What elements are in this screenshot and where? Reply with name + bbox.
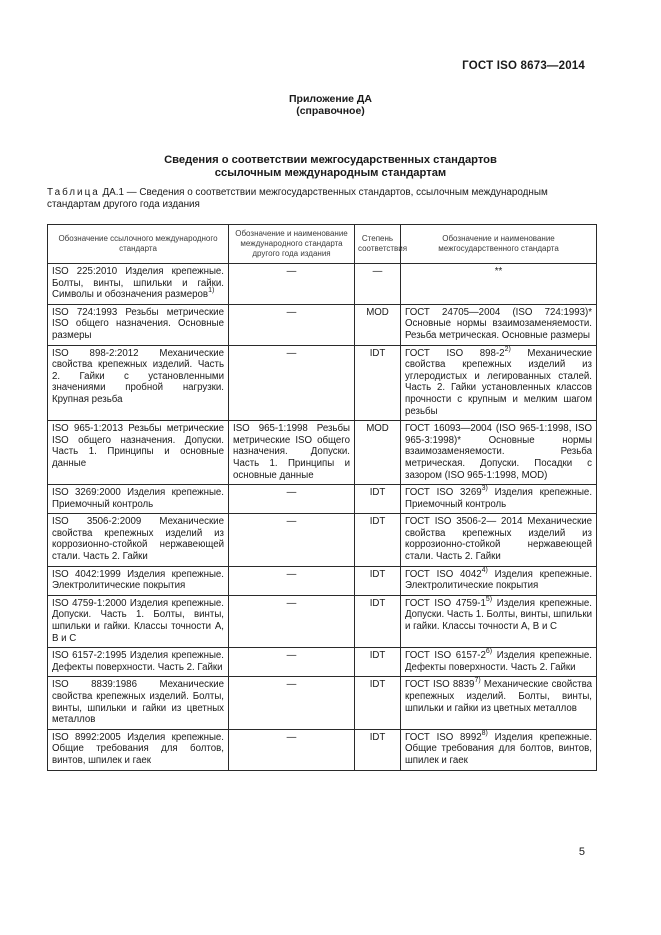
ref-text: ISO 898-2:2012 Механические свойства крепежных изделий. Часть 2. Гайки с установленными значениями пробной нагрузки. Крупная резьба: [52, 347, 224, 405]
cell-degree: IDT: [355, 485, 401, 514]
table-row: [48, 729, 597, 770]
ref-text: ISO 724:1993 Резьбы метрические ISO общего назначения. Основные размеры: [52, 306, 224, 341]
cell-other-edition: —: [229, 566, 355, 595]
gost-footnote: 6): [485, 648, 493, 656]
table-row: [48, 345, 597, 421]
cell-ref-standard: [48, 304, 229, 345]
cell-other-edition: —: [229, 595, 355, 647]
gost-text: ГОСТ ISO 4759-1: [405, 597, 486, 609]
heading-line-1: Сведения о соответствии межгосударственных стандартов: [164, 154, 497, 166]
gost-footnote: 2): [504, 345, 511, 353]
cell-gost: [401, 421, 597, 485]
gost-text: ГОСТ 16093—2004 (ISO 965-1:1998, ISO 965-3:1998)* Основные нормы взаимозаменяемости. Резьба метрическая. Допуски. Посадки с зазором (ISO 965-1:1998, MOD): [405, 423, 592, 481]
gost-text-rest: Механические свойства крепежных изделий из углеродистых и легированных сталей. Часть 2. Гайки установленных классов прочности с крупным и мелким шагом резьбы: [405, 347, 592, 417]
cell-ref-standard: [48, 729, 229, 770]
gost-text: ГОСТ ISO 4042: [405, 568, 482, 580]
annex-subtitle: (справочное): [296, 105, 365, 117]
cell-ref-standard: [48, 514, 229, 566]
table-header-row: [48, 225, 597, 264]
page-number: 5: [578, 846, 585, 858]
cell-ref-standard: [48, 566, 229, 595]
ref-text: ISO 8992:2005 Изделия крепежные. Общие требования для болтов, винтов, шпилек и гаек: [52, 731, 224, 766]
ref-text: ISO 6157-2:1995 Изделия крепежные. Дефекты поверхности. Часть 2. Гайки: [52, 650, 224, 673]
cell-ref-standard: [48, 595, 229, 647]
cell-gost: [401, 677, 597, 729]
cell-other-edition: —: [229, 264, 355, 305]
correspondence-table: [47, 224, 597, 771]
cell-other-edition: —: [229, 304, 355, 345]
cell-gost: [401, 514, 597, 566]
cell-gost: [401, 345, 597, 421]
annex-title-block: [0, 93, 661, 117]
cell-other-edition: —: [229, 729, 355, 770]
table-row: [48, 264, 597, 305]
gost-text: ГОСТ 24705—2004 (ISO 724:1993)* Основные нормы взаимозаменяемости. Резьба метрическая. Основные размеры: [405, 306, 592, 341]
cell-ref-standard: [48, 677, 229, 729]
gost-text: ГОСТ ISO 6157-2: [405, 650, 486, 662]
cell-ref-standard: [48, 421, 229, 485]
gost-footnote: 7): [474, 677, 481, 685]
cell-ref-standard: [48, 485, 229, 514]
ref-text: ISO 4759-1:2000 Изделия крепежные. Допуски. Часть 1. Болты, винты, шпильки и гайки. Классы точности A, B и C: [52, 597, 224, 644]
header-degree: Степень соответствия: [355, 225, 401, 264]
table-row: [48, 304, 597, 345]
cell-gost: [401, 729, 597, 770]
table-row: [48, 421, 597, 485]
header-ref-standard: Обозначение ссылочного международного стандарта: [48, 225, 229, 264]
gost-text-rest: Изделия крепежные. Общие требования для болтов, винтов, шпилек и гаек: [405, 731, 593, 766]
ref-text: ISO 4042:1999 Изделия крепежные. Электролитические покрытия: [52, 568, 224, 592]
ref-text: ISO 3269:2000 Изделия крепежные. Приемочный контроль: [52, 487, 224, 510]
cell-degree: MOD: [355, 304, 401, 345]
table-row: [48, 677, 597, 729]
cell-gost: [401, 648, 597, 677]
cell-other-edition: ISO 965-1:1998 Резьбы метрические ISO общего назначения. Допуски. Часть 1. Принципы и основные данные: [229, 421, 355, 485]
ref-footnote: 1): [208, 287, 215, 295]
ref-text: ISO 3506-2:2009 Механические свойства крепежных изделий из коррозионно-стойкой нержавеющей стали. Часть 2. Гайки: [52, 516, 224, 563]
gost-text: **: [494, 266, 503, 277]
cell-degree: —: [355, 264, 401, 305]
table-row: [48, 595, 597, 647]
gost-text: ГОСТ ISO 3506-2— 2014 Механические свойства крепежных изделий из коррозионно-стойкой нержавеющей стали. Часть 2. Гайки: [405, 516, 592, 563]
cell-gost: [401, 566, 597, 595]
header-gost: Обозначение и наименование межгосударственного стандарта: [401, 225, 597, 264]
gost-text-rest: Изделия крепежные. Дефекты поверхности. Часть 2. Гайки: [405, 650, 592, 673]
cell-ref-standard: [48, 264, 229, 305]
header-other-edition: Обозначение и наименование международного стандарта другого года издания: [229, 225, 355, 264]
gost-text-rest: Механические свойства крепежных изделий. Болты, винты, шпильки и гайки из цветных металлов: [405, 679, 593, 714]
cell-degree: MOD: [355, 421, 401, 485]
cell-gost: [401, 304, 597, 345]
cell-other-edition: —: [229, 514, 355, 566]
cell-gost: [401, 485, 597, 514]
gost-footnote: 4): [481, 566, 488, 574]
gost-text: ГОСТ ISO 3269: [405, 487, 482, 499]
cell-ref-standard: [48, 648, 229, 677]
table-row: [48, 514, 597, 566]
cell-degree: IDT: [355, 595, 401, 647]
gost-text: ГОСТ ISO 8992: [405, 731, 482, 743]
table-caption: [47, 187, 595, 211]
cell-degree: IDT: [355, 729, 401, 770]
table-row: [48, 648, 597, 677]
caption-word: Таблица: [47, 187, 100, 198]
document-id: ГОСТ ISO 8673—2014: [462, 60, 585, 72]
gost-text-rest: Изделия крепежные. Приемочный контроль: [405, 487, 593, 510]
cell-other-edition: —: [229, 345, 355, 421]
gost-text: ГОСТ ISO 8839: [405, 679, 475, 691]
gost-footnote: 3): [481, 485, 488, 493]
section-heading: [0, 154, 661, 180]
table-row: [48, 566, 597, 595]
cell-degree: IDT: [355, 677, 401, 729]
ref-text: ISO 965-1:2013 Резьбы метрические ISO общего назначения. Допуски. Часть 1. Принципы и основные данные: [52, 423, 224, 469]
cell-other-edition: —: [229, 677, 355, 729]
cell-gost: [401, 595, 597, 647]
cell-ref-standard: [48, 345, 229, 421]
ref-text: ISO 8839:1986 Механические свойства крепежных изделий. Болты, винты, шпильки и гайки из цветных металлов: [52, 679, 224, 726]
cell-degree: IDT: [355, 648, 401, 677]
gost-text-rest: Изделия крепежные. Допуски. Часть 1. Болты, винты, шпильки и гайки. Классы точности A, B и C: [405, 597, 592, 633]
caption-text: ДА.1 — Сведения о соответствии межгосударственных стандартов, ссылочным международным стандартам другого года издания: [47, 187, 548, 210]
gost-footnote: 5): [485, 595, 493, 603]
ref-text: ISO 225:2010 Изделия крепежные. Болты, винты, шпильки и гайки. Символы и обозначения размеров: [52, 266, 224, 301]
annex-title: Приложение ДА: [289, 93, 372, 105]
gost-text: ГОСТ ISO 898-2: [405, 347, 505, 359]
gost-text-rest: Изделия крепежные. Электролитические покрытия: [405, 568, 593, 592]
cell-degree: IDT: [355, 345, 401, 421]
cell-degree: IDT: [355, 514, 401, 566]
cell-gost: [401, 264, 597, 305]
heading-line-2: ссылочным международным стандартам: [214, 167, 447, 179]
cell-other-edition: —: [229, 648, 355, 677]
gost-footnote: 8): [481, 729, 488, 737]
cell-other-edition: —: [229, 485, 355, 514]
cell-degree: IDT: [355, 566, 401, 595]
table-row: [48, 485, 597, 514]
